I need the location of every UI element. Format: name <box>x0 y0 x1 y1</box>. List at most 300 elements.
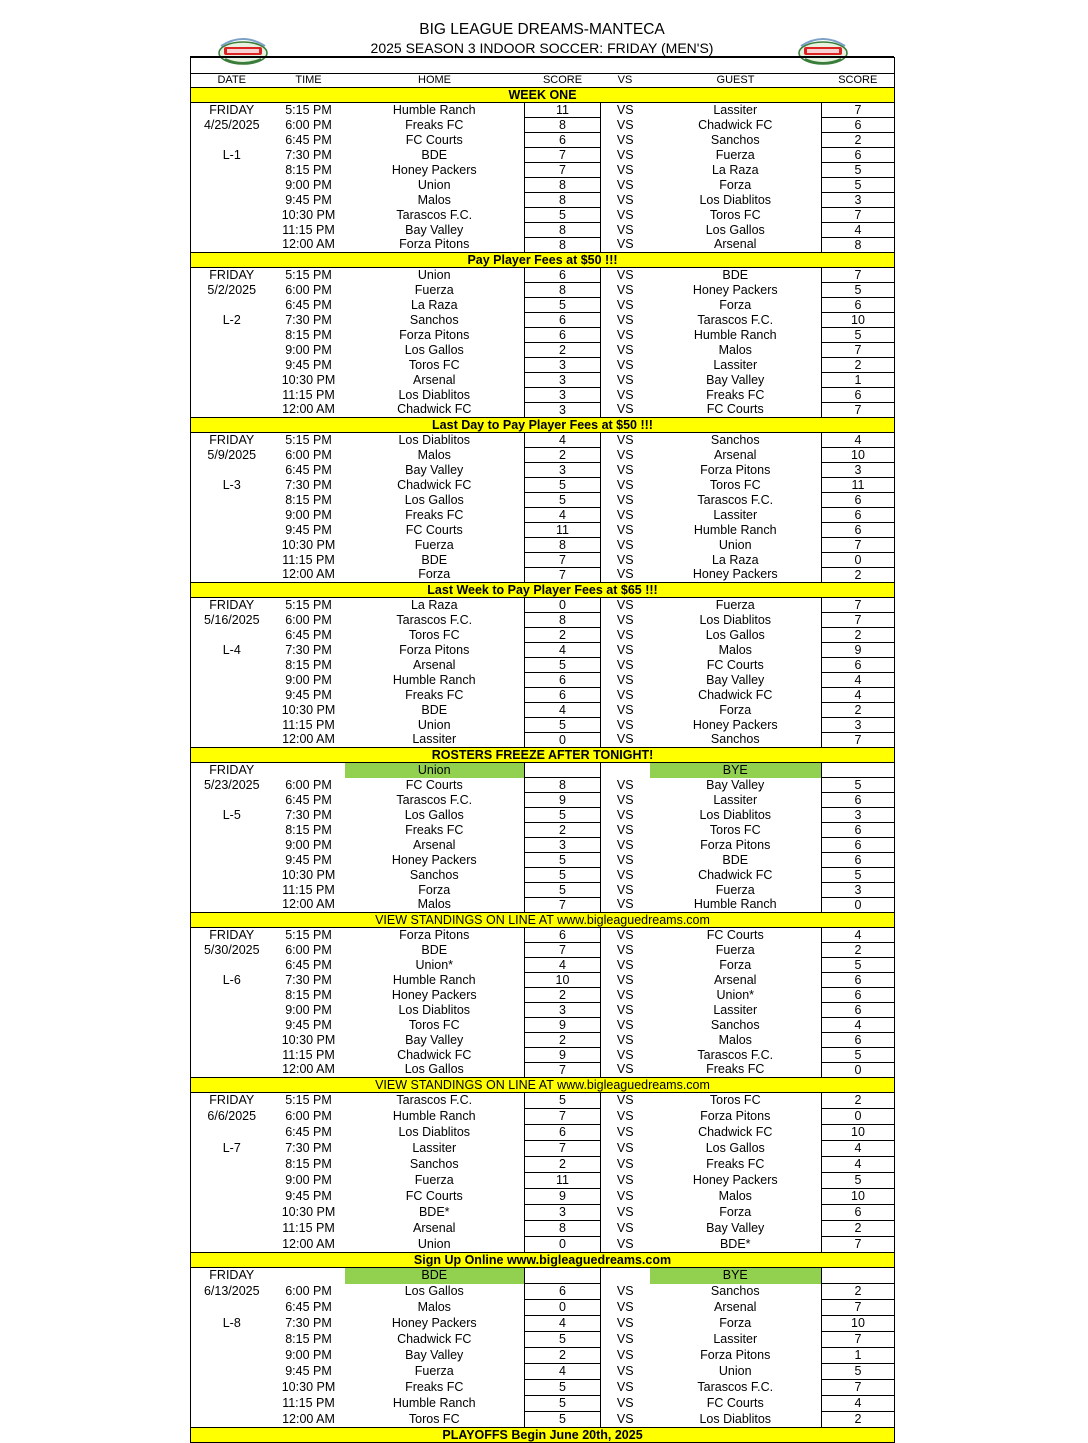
home-team-cell: FC Courts <box>405 777 463 792</box>
time-cell: 8:15 PM <box>285 162 332 177</box>
vs-cell: VS <box>616 1332 634 1346</box>
home-team-cell: Bay Valley <box>405 1032 464 1047</box>
game-row <box>191 493 895 508</box>
time-cell: 12:00 AM <box>282 402 335 417</box>
date-cell: FRIDAY <box>209 432 255 447</box>
home-score-cell: 6 <box>525 688 601 703</box>
time-cell: 6:45 PM <box>285 627 332 642</box>
home-team-cell: Freaks FC <box>405 117 464 132</box>
guest-score-cell: 4 <box>822 223 895 238</box>
guest-team-cell: Malos <box>718 1189 752 1203</box>
guest-score-cell: 3 <box>822 463 895 478</box>
guest-team-cell: FC Courts <box>706 657 764 672</box>
game-row <box>191 403 895 418</box>
home-team-cell: Los Gallos <box>404 1062 464 1077</box>
guest-score-cell: 5 <box>822 778 895 793</box>
home-team-cell: Sanchos <box>409 1157 459 1171</box>
date-cell <box>191 853 273 868</box>
home-score-cell: 6 <box>525 268 601 283</box>
home-team-cell: Union <box>417 717 451 732</box>
game-row <box>191 388 895 403</box>
home-score-cell: 6 <box>525 1125 601 1141</box>
game-row <box>191 643 895 658</box>
home-team-cell: Forza <box>418 567 451 582</box>
guest-score-cell: 6 <box>822 508 895 523</box>
time-cell: 6:00 PM <box>285 1284 332 1298</box>
vs-cell: VS <box>616 1396 634 1410</box>
home-score-cell: 4 <box>525 643 601 658</box>
week-banner-text: VIEW STANDINGS ON LINE AT www.bigleaguedreams.com <box>191 913 895 928</box>
guest-score-cell: 0 <box>822 898 895 913</box>
guest-score-header: SCORE <box>822 74 895 88</box>
date-cell: L-3 <box>222 477 241 492</box>
vs-cell: VS <box>616 1125 634 1139</box>
guest-team-cell: Forza <box>719 1316 752 1330</box>
home-score-cell: 11 <box>525 1173 601 1189</box>
vs-cell: VS <box>616 117 634 132</box>
guest-team-cell: Lassiter <box>713 1332 758 1346</box>
home-team-cell: Humble Ranch <box>392 1396 476 1410</box>
game-row <box>191 778 895 793</box>
game-row <box>191 658 895 673</box>
game-row <box>191 148 895 163</box>
time-cell: 9:00 PM <box>285 1002 332 1017</box>
home-score-cell: 8 <box>525 238 601 253</box>
vs-cell: VS <box>616 792 634 807</box>
vs-cell: VS <box>616 702 634 717</box>
guest-score-cell: 6 <box>822 988 895 1003</box>
home-score-cell: 4 <box>525 1316 601 1332</box>
time-cell: 9:45 PM <box>285 1189 332 1203</box>
guest-score-cell: 5 <box>822 958 895 973</box>
time-cell: 9:45 PM <box>285 687 332 702</box>
home-score-cell: 3 <box>525 1205 601 1221</box>
home-team-cell: Union <box>417 177 451 192</box>
date-cell <box>191 1237 273 1253</box>
home-score-cell: 4 <box>525 958 601 973</box>
date-cell <box>191 193 273 208</box>
vs-cell: VS <box>616 1316 634 1330</box>
home-score-cell: 3 <box>525 838 601 853</box>
date-cell <box>191 1380 273 1396</box>
game-row <box>191 178 895 193</box>
guest-team-cell: Fuerza <box>715 882 755 897</box>
date-cell <box>191 388 273 403</box>
home-score-cell: 5 <box>525 1093 601 1109</box>
home-team-cell: FC Courts <box>405 132 463 147</box>
time-cell: 9:00 PM <box>285 837 332 852</box>
date-header: DATE <box>191 74 273 88</box>
vs-cell: VS <box>616 822 634 837</box>
time-cell: 10:30 PM <box>281 702 336 717</box>
time-cell: 10:30 PM <box>281 1032 336 1047</box>
date-cell <box>191 493 273 508</box>
home-team-cell: Toros FC <box>408 627 460 642</box>
date-cell <box>191 658 273 673</box>
home-score-header: SCORE <box>525 74 601 88</box>
guest-score-cell: 7 <box>822 538 895 553</box>
home-team-cell: Lassiter <box>412 1141 457 1155</box>
time-cell: 6:00 PM <box>285 942 332 957</box>
guest-team-cell: Lassiter <box>713 1002 758 1017</box>
home-team-cell: Los Gallos <box>404 342 464 357</box>
guest-team-cell: Tarascos F.C. <box>697 492 774 507</box>
guest-score-cell: 6 <box>822 388 895 403</box>
guest-team-cell: Freaks FC <box>706 387 765 402</box>
date-cell <box>191 298 273 313</box>
home-team-cell: Humble Ranch <box>392 972 476 987</box>
date-cell <box>191 553 273 568</box>
guest-team-cell: Honey Packers <box>692 717 778 732</box>
date-cell: L-1 <box>222 147 241 162</box>
date-cell <box>191 178 273 193</box>
home-team-cell: Fuerza <box>414 1364 454 1378</box>
vs-cell: VS <box>616 867 634 882</box>
game-row <box>191 1048 895 1063</box>
vs-cell: VS <box>616 972 634 987</box>
home-team-cell: Honey Packers <box>391 987 477 1002</box>
guest-team-cell: Forza <box>719 177 752 192</box>
home-team-cell: Arsenal <box>413 837 456 852</box>
game-row <box>191 1284 895 1300</box>
home-score-cell: 2 <box>525 1348 601 1364</box>
home-team-cell: Union <box>417 267 451 282</box>
game-row <box>191 373 895 388</box>
guest-score-cell: 3 <box>822 718 895 733</box>
guest-team-cell: Lassiter <box>713 357 758 372</box>
home-score-cell: 4 <box>525 508 601 523</box>
vs-cell: VS <box>616 147 634 162</box>
home-score-cell: 0 <box>525 1237 601 1253</box>
game-row <box>191 208 895 223</box>
time-cell: 7:30 PM <box>285 477 332 492</box>
vs-cell: VS <box>616 1047 634 1062</box>
guest-score-cell <box>822 763 895 778</box>
guest-score-cell: 2 <box>822 358 895 373</box>
guest-team-cell: Bay Valley <box>706 672 765 687</box>
date-cell <box>191 1221 273 1237</box>
time-cell: 8:15 PM <box>285 327 332 342</box>
guest-score-cell: 6 <box>822 118 895 133</box>
date-cell <box>191 1157 273 1173</box>
home-score-cell: 2 <box>525 448 601 463</box>
guest-team-cell: Lassiter <box>713 507 758 522</box>
home-team-cell: Humble Ranch <box>392 102 476 117</box>
home-team-cell: Toros FC <box>408 1017 460 1032</box>
home-score-cell: 6 <box>525 1284 601 1300</box>
bye-row <box>191 763 895 778</box>
guest-team-cell: Union* <box>716 987 755 1002</box>
game-row <box>191 358 895 373</box>
guest-score-cell: 7 <box>822 208 895 223</box>
home-team-cell: Forza <box>418 882 451 897</box>
guest-score-cell: 5 <box>822 283 895 298</box>
vs-cell: VS <box>616 447 634 462</box>
game-row <box>191 433 895 448</box>
time-cell: 5:15 PM <box>285 102 332 117</box>
game-row <box>191 688 895 703</box>
vs-cell: VS <box>616 597 634 612</box>
time-cell: 8:15 PM <box>285 987 332 1002</box>
guest-score-cell: 4 <box>822 688 895 703</box>
time-cell: 9:45 PM <box>285 192 332 207</box>
home-team-cell: Honey Packers <box>391 162 477 177</box>
vs-cell: VS <box>616 1017 634 1032</box>
home-team-cell: FC Courts <box>405 1189 463 1203</box>
game-row <box>191 718 895 733</box>
date-cell <box>191 1332 273 1348</box>
guest-team-cell: Fuerza <box>715 147 755 162</box>
home-team-cell: La Raza <box>410 297 458 312</box>
time-cell: 11:15 PM <box>282 717 335 732</box>
guest-score-cell: 4 <box>822 1396 895 1412</box>
home-team-cell: FC Courts <box>405 522 463 537</box>
game-row <box>191 988 895 1003</box>
game-row <box>191 1205 895 1221</box>
guest-score-cell: 7 <box>822 613 895 628</box>
time-cell <box>273 763 345 778</box>
date-cell: 6/6/2025 <box>207 1109 257 1123</box>
time-cell <box>273 1268 345 1284</box>
week-banner <box>191 913 895 928</box>
vs-cell: VS <box>616 882 634 897</box>
guest-score-cell: 11 <box>822 478 895 493</box>
vs-cell: VS <box>616 1189 634 1203</box>
guest-score-cell: 6 <box>822 1205 895 1221</box>
time-cell: 10:30 PM <box>281 207 336 222</box>
guest-team-cell: Tarascos F.C. <box>697 1380 774 1394</box>
game-row <box>191 1300 895 1316</box>
time-cell: 9:45 PM <box>285 522 332 537</box>
date-cell <box>191 523 273 538</box>
time-cell: 6:00 PM <box>285 282 332 297</box>
date-cell: FRIDAY <box>209 927 255 942</box>
time-cell: 10:30 PM <box>281 1380 336 1394</box>
home-team-cell: Tarascos F.C. <box>396 612 473 627</box>
date-cell <box>191 1189 273 1205</box>
time-cell: 7:30 PM <box>285 642 332 657</box>
date-cell: 5/23/2025 <box>203 777 260 792</box>
guest-team-cell: BYE <box>650 763 822 778</box>
game-row <box>191 163 895 178</box>
home-score-cell: 5 <box>525 1332 601 1348</box>
vs-cell: VS <box>616 897 634 912</box>
date-cell: FRIDAY <box>209 1268 255 1283</box>
guest-team-cell: Forza Pitons <box>700 462 771 477</box>
game-row <box>191 928 895 943</box>
home-score-cell: 4 <box>525 1364 601 1380</box>
guest-score-cell: 5 <box>822 1173 895 1189</box>
guest-team-cell: Forza <box>719 1205 752 1219</box>
home-team-cell: Los Diablitos <box>398 432 471 447</box>
guest-score-cell: 0 <box>822 553 895 568</box>
game-row <box>191 238 895 253</box>
home-team-cell: Toros FC <box>408 357 460 372</box>
date-cell: FRIDAY <box>209 267 255 282</box>
home-score-cell: 2 <box>525 628 601 643</box>
date-cell: L-5 <box>222 807 241 822</box>
home-score-cell: 3 <box>525 388 601 403</box>
home-score-cell: 2 <box>525 343 601 358</box>
guest-score-cell: 4 <box>822 673 895 688</box>
home-score-cell <box>525 1268 601 1284</box>
game-row <box>191 1221 895 1237</box>
vs-cell: VS <box>616 297 634 312</box>
game-row <box>191 478 895 493</box>
game-row <box>191 1316 895 1332</box>
guest-team-cell: Tarascos F.C. <box>697 1047 774 1062</box>
guest-team-cell: Toros FC <box>709 822 761 837</box>
home-score-cell: 7 <box>525 898 601 913</box>
vs-cell: VS <box>616 492 634 507</box>
home-score-cell: 3 <box>525 373 601 388</box>
game-row <box>191 1109 895 1125</box>
game-row <box>191 1063 895 1078</box>
home-team-cell: Toros FC <box>408 1411 460 1426</box>
game-row <box>191 1018 895 1033</box>
game-row <box>191 103 895 118</box>
time-cell: 9:45 PM <box>285 852 332 867</box>
time-cell: 9:45 PM <box>285 357 332 372</box>
vs-cell: VS <box>616 807 634 822</box>
home-team-cell: Humble Ranch <box>392 672 476 687</box>
home-team-cell: Tarascos F.C. <box>396 1093 473 1108</box>
home-team-cell: Tarascos F.C. <box>396 792 473 807</box>
date-cell <box>191 988 273 1003</box>
home-team-cell: Tarascos F.C. <box>396 207 473 222</box>
home-team-cell: Union <box>417 1236 451 1251</box>
vs-cell: VS <box>616 1093 634 1108</box>
guest-team-cell: Chadwick FC <box>698 687 773 702</box>
time-cell: 6:00 PM <box>285 777 332 792</box>
guest-score-cell: 5 <box>822 1364 895 1380</box>
time-cell: 12:00 AM <box>282 1062 335 1077</box>
date-cell: 5/16/2025 <box>203 612 260 627</box>
guest-team-cell: Humble Ranch <box>693 897 777 912</box>
home-team-cell: Freaks FC <box>405 822 464 837</box>
time-cell: 6:45 PM <box>285 297 332 312</box>
vs-cell: VS <box>616 1300 634 1314</box>
guest-team-cell: Sanchos <box>710 132 760 147</box>
home-team-cell: Fuerza <box>414 282 454 297</box>
guest-team-cell: Chadwick FC <box>698 117 773 132</box>
date-cell <box>191 508 273 523</box>
guest-team-cell: Tarascos F.C. <box>697 312 774 327</box>
vs-cell: VS <box>616 927 634 942</box>
guest-score-cell <box>822 1268 895 1284</box>
time-cell: 11:15 PM <box>282 552 335 567</box>
guest-header: GUEST <box>650 74 822 88</box>
home-team-cell: Freaks FC <box>405 1380 464 1394</box>
game-row <box>191 343 895 358</box>
guest-team-cell: Los Diablitos <box>699 807 772 822</box>
game-row <box>191 1412 895 1428</box>
home-score-cell: 9 <box>525 1018 601 1033</box>
game-row <box>191 193 895 208</box>
home-score-cell: 8 <box>525 223 601 238</box>
vs-cell: VS <box>616 387 634 402</box>
time-cell: 8:15 PM <box>285 492 332 507</box>
column-header-row <box>191 74 895 88</box>
guest-score-cell: 6 <box>822 973 895 988</box>
home-score-cell: 6 <box>525 928 601 943</box>
home-score-cell: 7 <box>525 943 601 958</box>
time-cell: 6:45 PM <box>285 462 332 477</box>
vs-cell: VS <box>616 282 634 297</box>
date-cell <box>191 688 273 703</box>
guest-score-cell: 7 <box>822 343 895 358</box>
home-score-cell: 11 <box>525 523 601 538</box>
vs-cell: VS <box>616 222 634 237</box>
guest-team-cell: Arsenal <box>714 972 757 987</box>
home-score-cell: 4 <box>525 703 601 718</box>
date-cell: FRIDAY <box>209 597 255 612</box>
guest-score-cell: 6 <box>822 823 895 838</box>
game-row <box>191 268 895 283</box>
game-row <box>191 463 895 478</box>
guest-team-cell: BDE <box>722 267 749 282</box>
vs-cell: VS <box>616 987 634 1002</box>
week-banner <box>191 418 895 433</box>
guest-team-cell: Freaks FC <box>706 1062 765 1077</box>
vs-cell: VS <box>616 1173 634 1187</box>
game-row <box>191 958 895 973</box>
game-row <box>191 118 895 133</box>
guest-score-cell: 7 <box>822 598 895 613</box>
time-cell: 9:00 PM <box>285 342 332 357</box>
vs-cell: VS <box>616 192 634 207</box>
guest-team-cell: Sanchos <box>710 1017 760 1032</box>
home-score-cell: 7 <box>525 163 601 178</box>
week-banner-text: Last Week to Pay Player Fees at $65 !!! <box>191 583 895 598</box>
time-cell: 5:15 PM <box>285 267 332 282</box>
guest-team-cell: BDE* <box>719 1236 751 1251</box>
guest-team-cell: Arsenal <box>714 447 757 462</box>
vs-cell: VS <box>616 1157 634 1171</box>
top-gap-row <box>191 57 895 74</box>
week-banner-text: Last Day to Pay Player Fees at $50 !!! <box>191 418 895 433</box>
vs-cell: VS <box>616 687 634 702</box>
vs-cell: VS <box>616 1032 634 1047</box>
guest-score-cell: 6 <box>822 148 895 163</box>
guest-team-cell: Lassiter <box>713 102 758 117</box>
time-cell: 10:30 PM <box>281 1205 336 1219</box>
guest-score-cell: 10 <box>822 313 895 328</box>
guest-team-cell: Toros FC <box>709 1093 761 1108</box>
time-cell: 6:00 PM <box>285 447 332 462</box>
vs-cell: VS <box>616 1236 634 1251</box>
guest-team-cell: Humble Ranch <box>693 522 777 537</box>
week-banner <box>191 253 895 268</box>
home-team-cell: Los Gallos <box>404 1284 464 1298</box>
guest-team-cell: Los Gallos <box>705 222 765 237</box>
date-cell <box>191 823 273 838</box>
time-cell: 12:00 AM <box>282 1411 335 1426</box>
home-score-cell: 6 <box>525 673 601 688</box>
date-cell: 6/13/2025 <box>203 1284 260 1298</box>
guest-score-cell: 6 <box>822 298 895 313</box>
guest-score-cell: 10 <box>822 1316 895 1332</box>
home-score-cell: 5 <box>525 1396 601 1412</box>
home-team-cell: Chadwick FC <box>397 1047 472 1062</box>
vs-cell: VS <box>616 237 634 252</box>
home-score-cell: 5 <box>525 298 601 313</box>
home-score-cell: 6 <box>525 313 601 328</box>
guest-team-cell: Sanchos <box>710 1284 760 1298</box>
vs-header: VS <box>601 74 650 88</box>
guest-score-cell: 7 <box>822 1380 895 1396</box>
vs-cell: VS <box>616 942 634 957</box>
